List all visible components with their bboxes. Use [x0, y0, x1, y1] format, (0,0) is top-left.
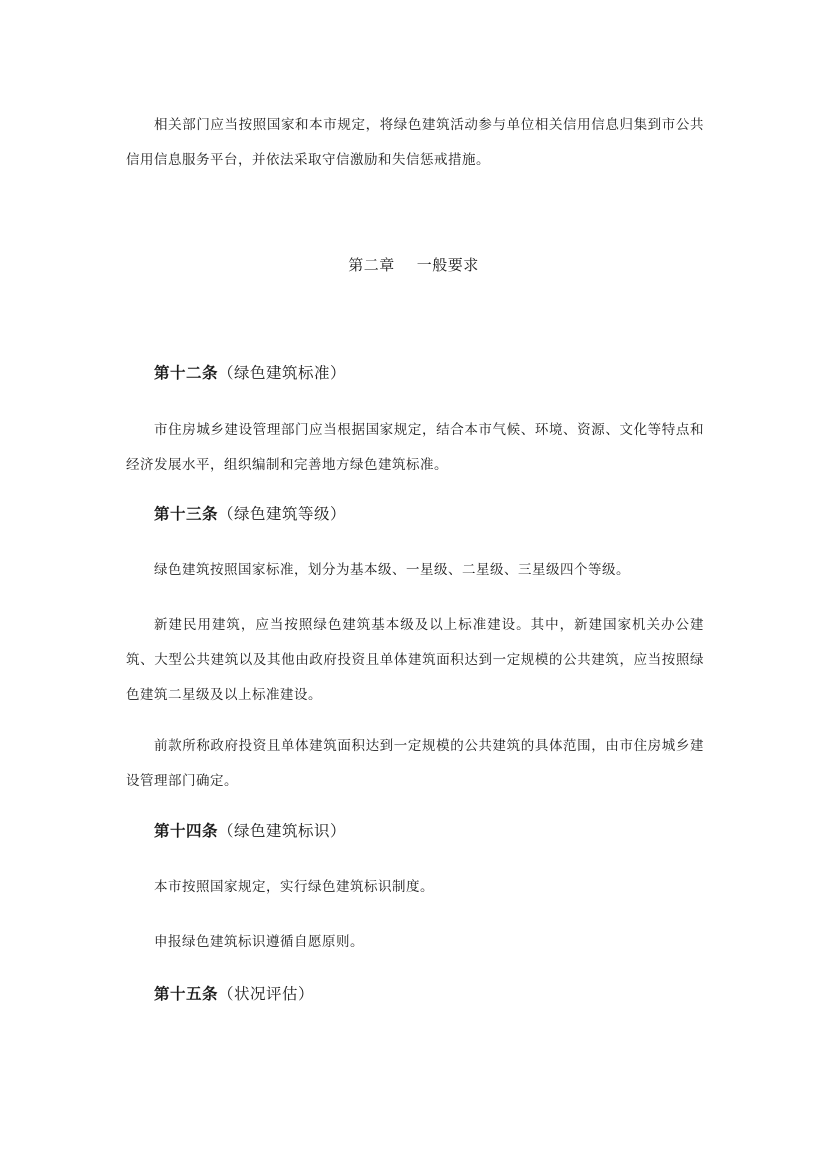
- article-12-paragraph-1: 市住房城乡建设管理部门应当根据国家规定，结合本市气候、环境、资源、文化等特点和经济发展水平，组织编制和完善地方绿色建筑标准。: [126, 422, 704, 473]
- article-14-number: 第十四条: [154, 822, 219, 840]
- article-14-heading: [154, 820, 346, 842]
- article-15-heading: [154, 983, 314, 1005]
- article-12-title: （绿色建筑标准）: [218, 364, 347, 382]
- article-13-title: （绿色建筑等级）: [218, 505, 347, 523]
- article-13-heading: [154, 503, 346, 525]
- article-14-title: （绿色建筑标识）: [218, 822, 347, 840]
- chapter-number: 第二章: [348, 256, 395, 274]
- article-13-number: 第十三条: [154, 505, 219, 523]
- article-12-number: 第十二条: [154, 364, 219, 382]
- article-15-title: （状况评估）: [218, 985, 315, 1003]
- article-12-heading: [154, 362, 346, 384]
- article-13-paragraph-1: 绿色建筑按照国家标准，划分为基本级、一星级、二星级、三星级四个等级。: [154, 562, 630, 578]
- article-14-paragraph-2: 申报绿色建筑标识遵循自愿原则。: [154, 934, 364, 950]
- chapter-heading: [0, 254, 827, 276]
- chapter-title: 一般要求: [416, 256, 479, 274]
- paragraph-credit-info: 相关部门应当按照国家和本市规定，将绿色建筑活动参与单位相关信用信息归集到市公共信用信息服务平台，并依法采取守信激励和失信惩戒措施。: [126, 117, 704, 168]
- article-14-paragraph-1: 本市按照国家规定，实行绿色建筑标识制度。: [154, 879, 434, 895]
- article-13-paragraph-3: 前款所称政府投资且单体建筑面积达到一定规模的公共建筑的具体范围，由市住房城乡建设管理部门确定。: [126, 738, 704, 789]
- article-15-number: 第十五条: [154, 985, 219, 1003]
- article-13-paragraph-2: 新建民用建筑，应当按照绿色建筑基本级及以上标准建设。其中，新建国家机关办公建筑、大型公共建筑以及其他由政府投资且单体建筑面积达到一定规模的公共建筑，应当按照绿色建筑二星级及以上标准建设。: [126, 617, 704, 703]
